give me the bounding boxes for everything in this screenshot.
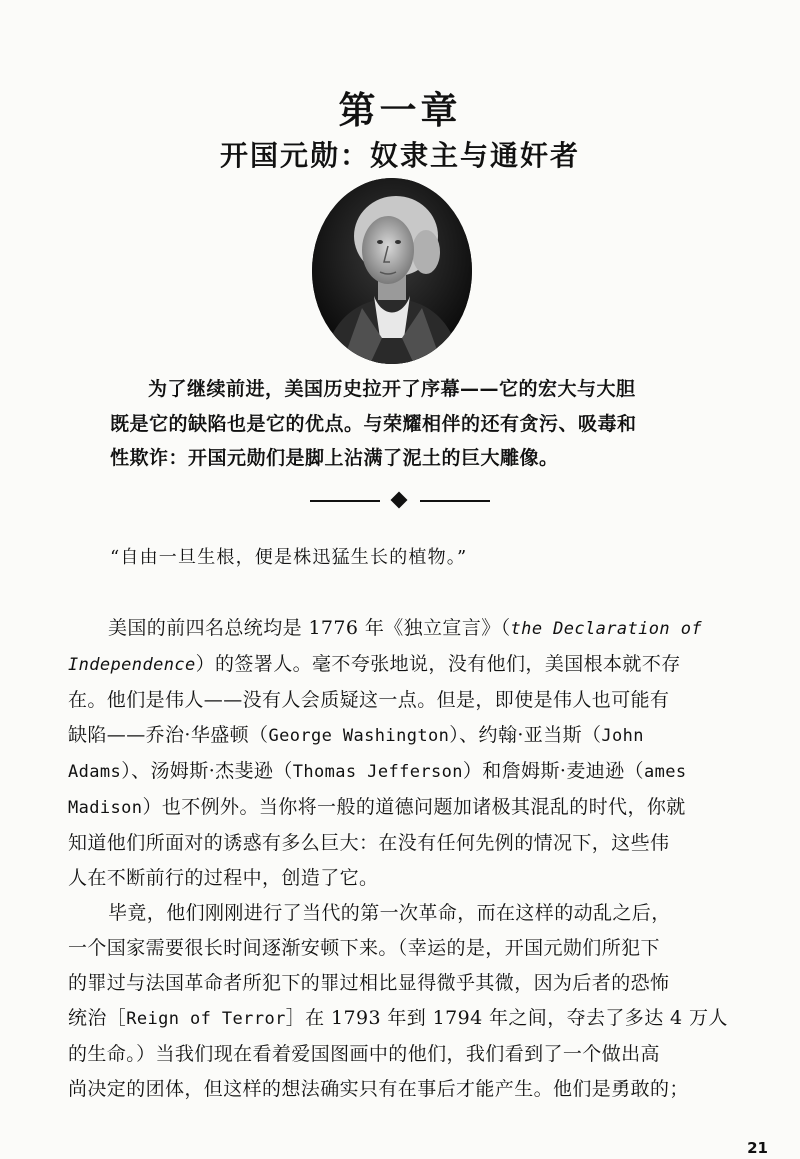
paragraph-line: 的罪过与法国革命者所犯下的罪过相比显得微乎其微，因为后者的恐怖 (68, 972, 670, 994)
pull-quote: “自由一旦生根，便是株迅猛生长的植物。” (110, 547, 468, 568)
chapter-epigraph (110, 372, 690, 476)
epigraph-line: 既是它的缺陷也是它的优点。与荣耀相伴的还有贪污、吸毒和 (110, 412, 637, 435)
text-run: ）、约翰·亚当斯（ (449, 724, 602, 746)
text-run: 统治［ (68, 1007, 127, 1029)
page-number: 21 (747, 1139, 768, 1157)
text-run: 缺陷——乔治·华盛顿（ (68, 724, 269, 746)
chapter-subtitle: 开国元勋：奴隶主与通奸者 (219, 139, 580, 172)
chapter-title: 第一章 (338, 89, 462, 132)
epigraph-line: 性欺诈：开国元勋们是脚上沾满了泥土的巨大雕像。 (110, 447, 559, 469)
paragraph-line (68, 647, 723, 683)
text-run: George Washington (268, 726, 450, 746)
paragraph-line: 毕竟，他们刚刚进行了当代的第一次革命，而在这样的动乱之后， (108, 902, 671, 924)
text-run: ］在 1793 年到 1794 年之间，夺去了多达 4 万人 (285, 1007, 728, 1029)
paragraph-line: 知道他们所面对的诱惑有多么巨大：在没有任何先例的情况下，这些伟 (68, 832, 670, 854)
paragraph-line: 在。他们是伟人——没有人会质疑这一点。但是，即使是伟人也可能有 (68, 689, 670, 711)
text-run: Reign of Terror (126, 1009, 286, 1029)
divider-rule-left (310, 500, 380, 502)
paragraph-line (68, 790, 723, 826)
paragraph-line: 的生命。）当我们现在看着爱国图画中的他们，我们看到了一个做出高 (68, 1043, 660, 1065)
text-run: Thomas Jefferson (292, 762, 463, 782)
portrait-image (312, 178, 472, 364)
text-run: the Declaration of (510, 619, 702, 639)
portrait-engraving-icon (312, 178, 472, 364)
epigraph-line: 为了继续前进，美国历史拉开了序幕——它的宏大与大胆 (148, 378, 636, 400)
text-run: ）、汤姆斯·杰斐逊（ (121, 760, 293, 782)
paragraph-line: 人在不断前行的过程中，创造了它。 (68, 867, 379, 889)
paragraph-line (68, 1001, 728, 1037)
text-run: Independence (68, 655, 196, 675)
paragraph-line: 一个国家需要很长时间逐渐安顿下来。（幸运的是，开国元勋们所犯下 (68, 937, 660, 959)
body-text (68, 611, 728, 1107)
text-run: Adams (68, 762, 122, 782)
text-run: ）的签署人。毫不夸张地说，没有他们，美国根本就不存 (195, 653, 681, 675)
paragraph-line: 尚决定的团体，但这样的想法确实只有在事后才能产生。他们是勇敢的； (68, 1078, 689, 1100)
text-run: ）也不例外。当你将一般的道德问题加诸极其混乱的时代，你就 (142, 796, 686, 818)
divider-rule-right (420, 500, 490, 502)
paragraph-line (68, 754, 723, 790)
section-divider (310, 491, 490, 511)
text-run: ames (643, 762, 687, 782)
text-run: John (601, 726, 644, 746)
text-run: Madison (68, 798, 143, 818)
paragraph-line (68, 718, 723, 754)
diamond-icon (391, 492, 408, 509)
text-run: ）和詹姆斯·麦迪逊（ (462, 760, 644, 782)
text-run: 美国的前四名总统均是 1776 年《独立宣言》（ (108, 617, 511, 639)
paragraph-line (68, 611, 723, 647)
